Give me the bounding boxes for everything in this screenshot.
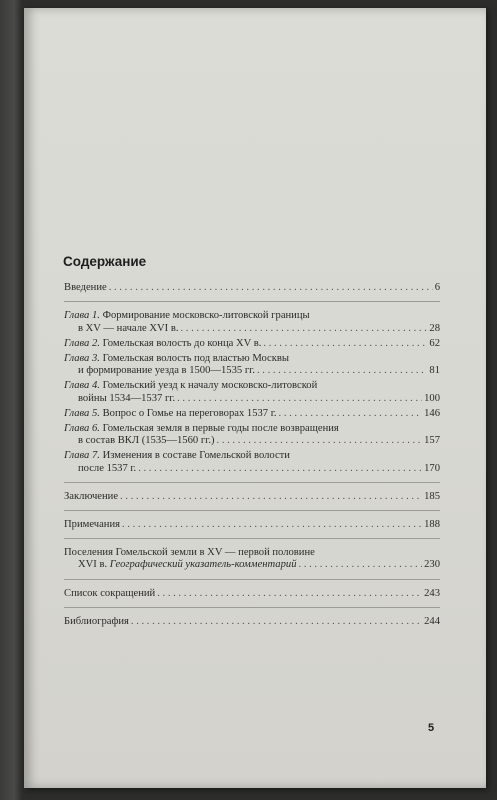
toc-entry-intro (64, 282, 440, 294)
divider (64, 301, 440, 302)
leader-dots (299, 559, 423, 571)
divider (64, 510, 440, 511)
toc-page-number: 100 (424, 392, 440, 404)
chapter-title-cont: в XV — начале XVI в. (78, 322, 179, 334)
chapter-title: Изменения в составе Гомельской волости (102, 450, 290, 462)
leader-dots (120, 491, 422, 503)
toc-entry-notes (64, 519, 440, 531)
toc-entry-text: Список сокращений (64, 587, 156, 599)
chapter-title: Гомельская волость до конца XV в. (102, 337, 262, 349)
leader-dots (157, 588, 422, 600)
toc-entry-subtitle: Географический указатель-комментарий (109, 559, 297, 571)
toc-entry-chapter-4 (64, 380, 440, 404)
toc-page-number: 243 (424, 587, 440, 599)
toc-title: Содержание (63, 254, 147, 269)
leader-dots (181, 323, 428, 335)
divider (64, 579, 440, 580)
toc-page-number: 188 (424, 519, 440, 531)
leader-dots (131, 616, 422, 628)
leader-dots (279, 408, 423, 420)
toc-entry-chapter-6 (64, 423, 440, 447)
leader-dots (263, 338, 427, 350)
divider (64, 607, 440, 608)
toc-entry-abbreviations (64, 588, 440, 600)
leader-dots (138, 463, 422, 475)
toc-entry-conclusion (64, 491, 440, 503)
chapter-label: Глава 2. (64, 337, 100, 349)
chapter-label: Глава 6. (64, 423, 100, 435)
chapter-label: Глава 7. (64, 450, 100, 462)
toc-page-number: 244 (424, 615, 440, 627)
toc-page-number: 6 (434, 282, 440, 294)
chapter-label: Глава 5. (64, 407, 100, 419)
toc-entry-text: Введение (64, 282, 107, 294)
toc-entry-chapter-5 (64, 408, 440, 420)
chapter-title: Гомельский уезд к началу московско-литовской (102, 380, 318, 392)
table-of-contents (64, 256, 440, 634)
toc-page-number: 146 (424, 407, 440, 419)
leader-dots (122, 519, 422, 531)
toc-page-number: 157 (424, 435, 440, 447)
toc-entry-text-cont: XVI в. (78, 559, 108, 571)
toc-page-number: 62 (429, 337, 440, 349)
toc-entry-chapter-7 (64, 450, 440, 474)
leader-dots (217, 435, 423, 447)
chapter-label: Глава 4. (64, 380, 100, 392)
toc-page-number: 81 (429, 365, 440, 377)
toc-page-number: 185 (424, 490, 440, 502)
leader-dots (257, 365, 427, 377)
toc-entry-chapter-2 (64, 338, 440, 350)
toc-entry-chapter-3 (64, 353, 440, 377)
toc-page-number: 230 (424, 559, 440, 571)
toc-entry-bibliography (64, 616, 440, 628)
divider (64, 482, 440, 483)
chapter-title-cont: и формирование уезда в 1500—1535 гг. (78, 365, 255, 377)
toc-entry-settlements (64, 547, 440, 571)
toc-entry-text: Библиография (64, 615, 129, 627)
toc-entry-text: Примечания (64, 519, 120, 531)
chapter-title-cont: войны 1534—1537 гг. (78, 392, 176, 404)
chapter-title: Вопрос о Гомье на переговорах 1537 г. (102, 407, 277, 419)
chapter-title: Формирование московско-литовской границы (102, 310, 310, 322)
chapter-label: Глава 3. (64, 353, 100, 365)
toc-entry-text: Поселения Гомельской земли в XV — первой половине (64, 547, 315, 559)
toc-entry-text: Заключение (64, 490, 119, 502)
toc-page-number: 170 (424, 462, 440, 474)
divider (64, 538, 440, 539)
leader-dots (177, 393, 422, 405)
chapter-title: Гомельская волость под властью Москвы (102, 353, 290, 365)
chapter-title-cont: в состав ВКЛ (1535—1560 гг.) (78, 435, 215, 447)
page-number: 5 (428, 722, 435, 734)
toc-entry-chapter-1 (64, 310, 440, 334)
chapter-title: Гомельская земля в первые годы после возвращения (102, 423, 339, 435)
leader-dots (109, 282, 433, 294)
chapter-label: Глава 1. (64, 310, 100, 322)
toc-page-number: 28 (429, 322, 440, 334)
chapter-title-cont: после 1537 г. (78, 462, 137, 474)
